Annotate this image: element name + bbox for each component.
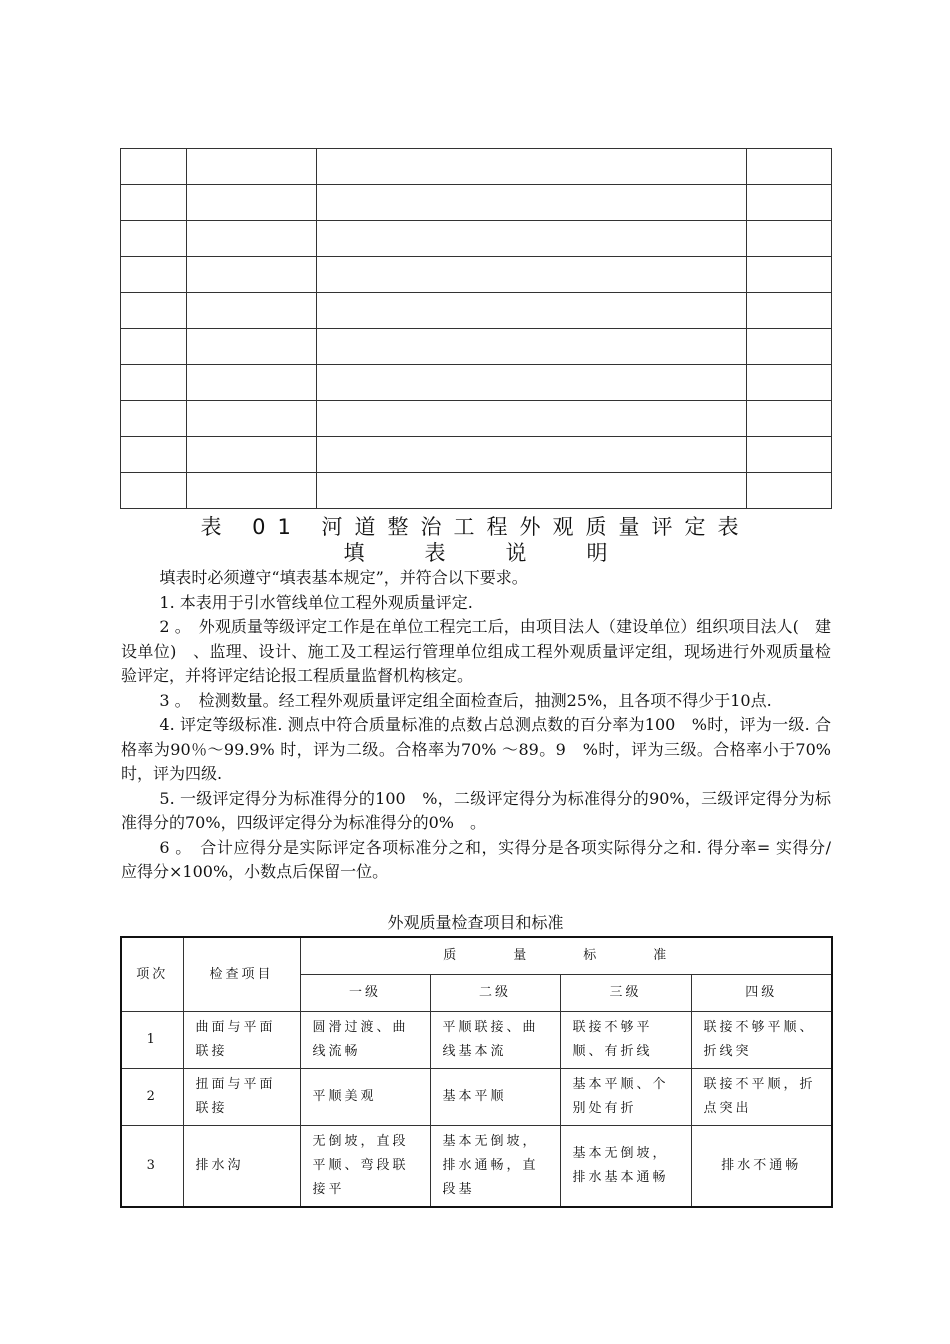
grid-cell bbox=[121, 329, 187, 365]
grid-cell bbox=[747, 329, 832, 365]
grade-1-standard: 圆滑过渡、曲线流畅 bbox=[300, 1012, 430, 1069]
grade-3-standard: 基本无倒坡，排水基本通畅 bbox=[560, 1126, 691, 1208]
grid-cell bbox=[747, 365, 832, 401]
grid-cell bbox=[121, 365, 187, 401]
grade-2-standard: 基本无倒坡，排水通畅，直段基 bbox=[430, 1126, 560, 1208]
grid-cell bbox=[121, 437, 187, 473]
grid-cell bbox=[747, 473, 832, 509]
grid-row bbox=[121, 149, 832, 185]
grid-row bbox=[121, 293, 832, 329]
grid-cell bbox=[317, 149, 747, 185]
grid-cell bbox=[317, 293, 747, 329]
grade-1-standard: 无倒坡，直段平顺、弯段联接平 bbox=[300, 1126, 430, 1208]
grid-cell bbox=[121, 149, 187, 185]
item-name: 曲面与平面联接 bbox=[183, 1012, 300, 1069]
header-item: 检查项目 bbox=[183, 937, 300, 1012]
grid-cell bbox=[317, 473, 747, 509]
grid-cell bbox=[187, 329, 317, 365]
heading-char: 明 bbox=[586, 541, 608, 565]
grid-cell bbox=[747, 401, 832, 437]
heading-char: 说 bbox=[505, 541, 527, 565]
grid-cell bbox=[187, 365, 317, 401]
instruction-paragraph: 5. 一级评定得分为标准得分的100 %，二级评定得分为标准得分的90%，三级评定得分为标准得分的70%，四级评定得分为标准得分的0% 。 bbox=[121, 788, 831, 832]
grid-cell bbox=[317, 437, 747, 473]
header-item-no: 项次 bbox=[121, 937, 183, 1012]
item-no: 3 bbox=[121, 1126, 183, 1208]
item-name: 排水沟 bbox=[183, 1126, 300, 1208]
grid-cell bbox=[317, 329, 747, 365]
grid-cell bbox=[187, 437, 317, 473]
grid-cell bbox=[747, 437, 832, 473]
heading-char: 填 bbox=[343, 541, 365, 565]
grid-row bbox=[121, 437, 832, 473]
grid-cell bbox=[317, 221, 747, 257]
heading-char: 表 bbox=[424, 541, 446, 565]
grid-cell bbox=[121, 473, 187, 509]
grid-cell bbox=[187, 185, 317, 221]
item-no: 1 bbox=[121, 1012, 183, 1069]
empty-evaluation-grid bbox=[120, 148, 832, 509]
grade-1-standard: 平顺美观 bbox=[300, 1069, 430, 1126]
grade-header: 三级 bbox=[560, 975, 691, 1012]
grade-3-standard: 联接不够平顺、有折线 bbox=[560, 1012, 691, 1069]
grid-cell bbox=[317, 257, 747, 293]
item-name: 扭面与平面联接 bbox=[183, 1069, 300, 1126]
header-quality-standard: 质 量 标 准 bbox=[300, 937, 832, 975]
grid-cell bbox=[747, 185, 832, 221]
grid-cell bbox=[121, 293, 187, 329]
standards-caption: 外观质量检查项目和标准 bbox=[387, 913, 564, 932]
grid-row bbox=[121, 185, 832, 221]
grid-cell bbox=[121, 257, 187, 293]
grade-header: 一级 bbox=[300, 975, 430, 1012]
table-row bbox=[121, 1069, 832, 1126]
grid-cell bbox=[187, 473, 317, 509]
grid-cell bbox=[187, 401, 317, 437]
grade-2-standard: 平顺联接、曲线基本流 bbox=[430, 1012, 560, 1069]
grid-cell bbox=[187, 221, 317, 257]
grid-cell bbox=[187, 149, 317, 185]
instruction-paragraph: 填表时必须遵守“填表基本规定”，并符合以下要求。 bbox=[159, 568, 528, 587]
grid-row bbox=[121, 401, 832, 437]
grid-cell bbox=[747, 221, 832, 257]
grid-cell bbox=[317, 185, 747, 221]
grid-cell bbox=[747, 293, 832, 329]
instruction-paragraph: 2 。 外观质量等级评定工作是在单位工程完工后，由项目法人（建设单位）组织项目法人( 建设单位) 、监理、设计、施工及工程运行管理单位组成工程外观质量评定组，现场进行外观质量检验评定，并将评定结论报工程质量监督机构核定。 bbox=[121, 617, 831, 685]
grid-cell bbox=[121, 401, 187, 437]
table-row bbox=[121, 1012, 832, 1069]
grade-header: 二级 bbox=[430, 975, 560, 1012]
item-no: 2 bbox=[121, 1069, 183, 1126]
instructions-body bbox=[121, 566, 848, 885]
instruction-paragraph: 3 。 检测数量。经工程外观质量评定组全面检查后，抽测25%，且各项不得少于10点. bbox=[159, 690, 772, 710]
grade-4-standard: 联接不平顺，折点突出 bbox=[691, 1069, 832, 1126]
grid-cell bbox=[121, 221, 187, 257]
grid-row bbox=[121, 329, 832, 365]
grid-cell bbox=[317, 401, 747, 437]
table-row bbox=[121, 1126, 832, 1208]
grid-row bbox=[121, 365, 832, 401]
grade-header: 四级 bbox=[691, 975, 832, 1012]
standards-table bbox=[120, 936, 833, 1208]
grid-row bbox=[121, 257, 832, 293]
instruction-paragraph: 4. 评定等级标准. 测点中符合质量标准的点数占总测点数的百分率为100 %时，评为一级. 合格率为90％～99.9% 时，评为二级。合格率为70% ～89。9 %时，评为三级。合格率小于70%时，评为四级. bbox=[121, 715, 831, 783]
grid-cell bbox=[317, 365, 747, 401]
grid-row bbox=[121, 473, 832, 509]
grid-cell bbox=[747, 149, 832, 185]
grade-4-standard: 排水不通畅 bbox=[691, 1126, 832, 1208]
grid-cell bbox=[187, 293, 317, 329]
grade-4-standard: 联接不够平顺、折线突 bbox=[691, 1012, 832, 1069]
form-title: 表 01 河道整治工程外观质量评定表 bbox=[200, 515, 751, 539]
instruction-paragraph: 1. 本表用于引水管线单位工程外观质量评定. bbox=[159, 592, 473, 612]
grid-cell bbox=[121, 185, 187, 221]
grid-row bbox=[121, 221, 832, 257]
instructions-heading bbox=[120, 540, 831, 566]
grade-3-standard: 基本平顺、个别处有折 bbox=[560, 1069, 691, 1126]
grid-cell bbox=[187, 257, 317, 293]
grid-cell bbox=[747, 257, 832, 293]
instruction-paragraph: 6 。 合计应得分是实际评定各项标准分之和，实得分是各项实际得分之和. 得分率= 实得分/ 应得分×100%，小数点后保留一位。 bbox=[121, 837, 848, 881]
grade-2-standard: 基本平顺 bbox=[430, 1069, 560, 1126]
